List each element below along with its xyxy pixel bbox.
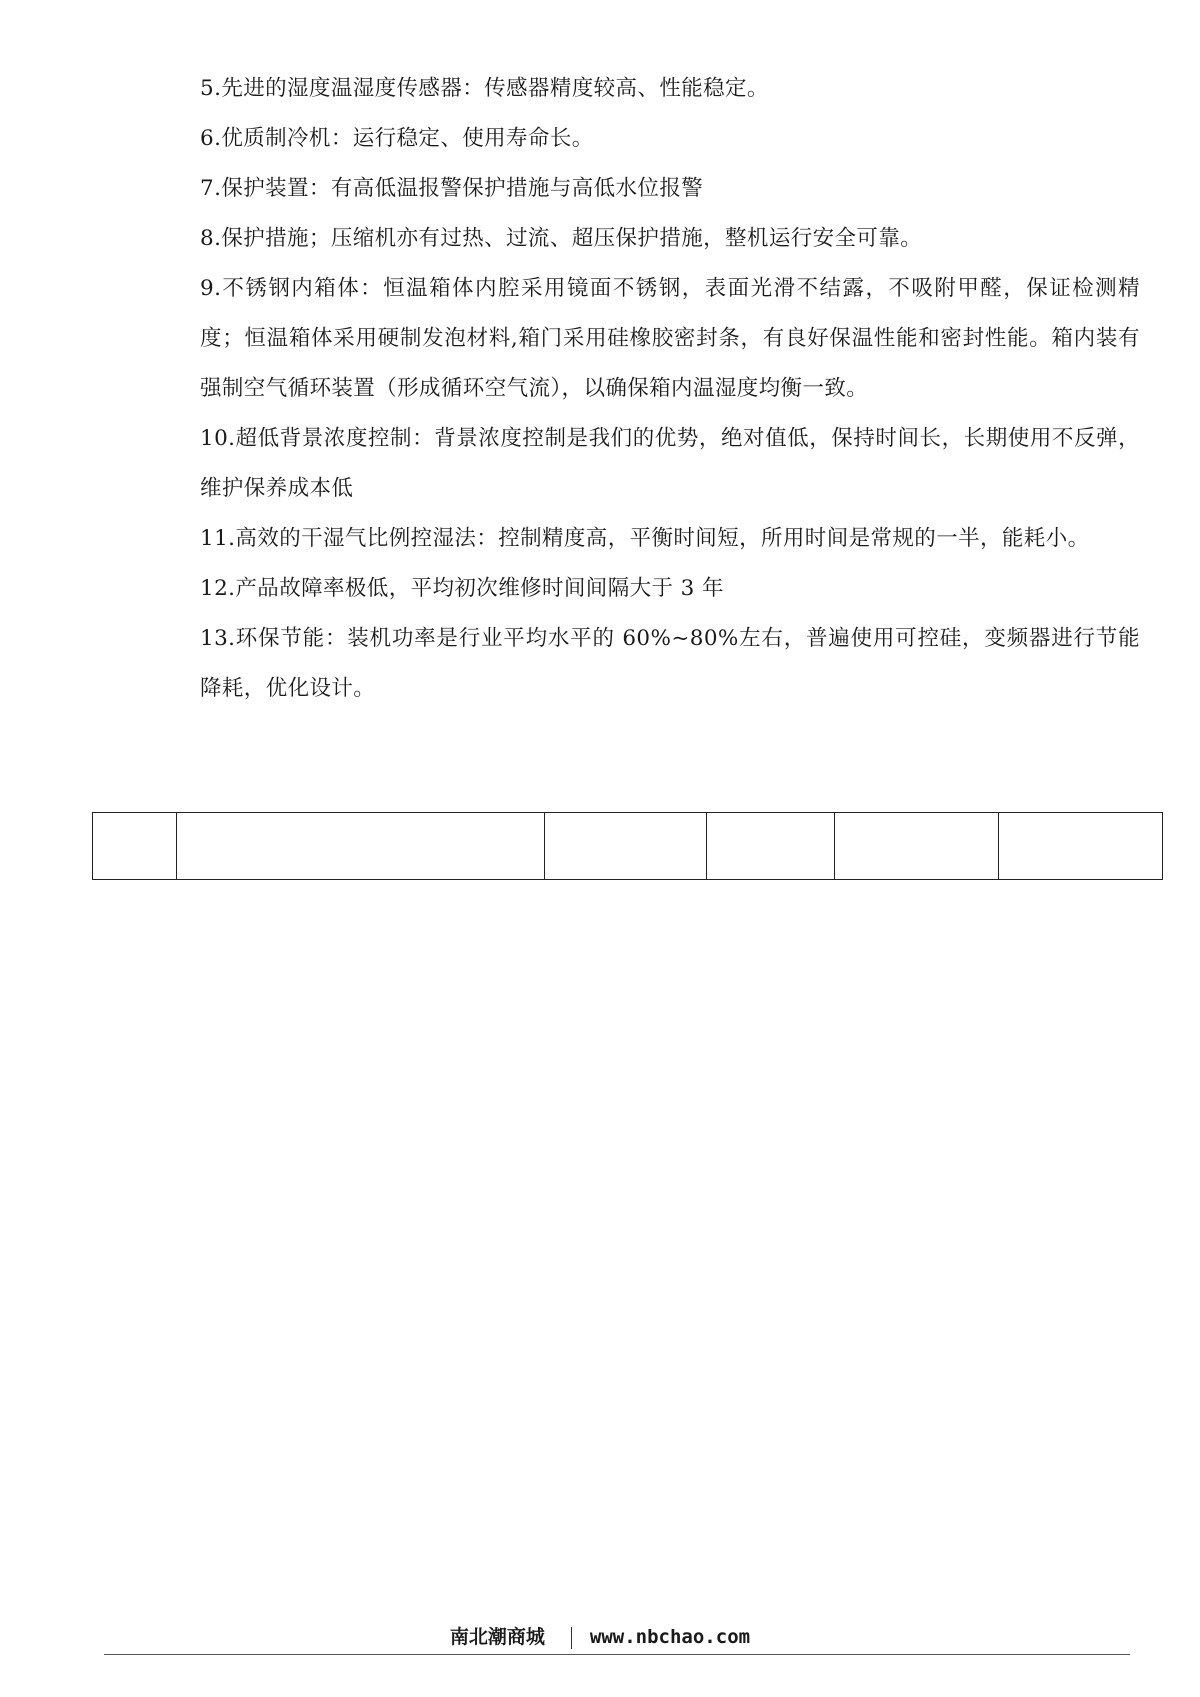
list-item: 11.高效的干湿气比例控湿法：控制精度高，平衡时间短，所用时间是常规的一半，能耗小。: [200, 526, 1090, 551]
list-item: 9.不锈钢内箱体：恒温箱体内腔采用镜面不锈钢，表面光滑不结露，不吸附甲醛，保证检测精度；恒温箱体采用硬制发泡材料,箱门采用硅橡胶密封条，有良好保温性能和密封性能。箱内装有强制空气循环装置（形成循环空气流），以确保箱内温湿度均衡一致。: [200, 276, 1140, 401]
footer-url-link[interactable]: www.nbchao.com: [589, 1626, 751, 1648]
table-cell: [93, 813, 177, 880]
list-item: 10.超低背景浓度控制：背景浓度控制是我们的优势，绝对值低，保持时间长，长期使用不反弹，维护保养成本低: [200, 426, 1140, 501]
list-item: 12.产品故障率极低，平均初次维修时间间隔大于 3 年: [200, 576, 724, 601]
table-cell: [545, 813, 707, 880]
footer-site-name: 南北潮商城: [449, 1626, 545, 1648]
list-item: 6.优质制冷机：运行稳定、使用寿命长。: [200, 126, 594, 151]
table-row: [93, 813, 1163, 880]
list-item: 8.保护措施；压缩机亦有过热、过流、超压保护措施，整机运行安全可靠。: [200, 226, 923, 251]
list-item: 5.先进的湿度温湿度传感器：传感器精度较高、性能稳定。: [200, 76, 769, 101]
table-cell: [999, 813, 1163, 880]
table-cell: [835, 813, 999, 880]
footer-divider: [571, 1627, 572, 1649]
table-cell: [707, 813, 835, 880]
empty-table: [92, 812, 1163, 880]
footer-rule: [104, 1654, 1130, 1655]
document-body: [200, 64, 1140, 714]
table-cell: [177, 813, 545, 880]
list-item: 13.环保节能：装机功率是行业平均水平的 60%~80%左右，普遍使用可控硅，变频器进行节能降耗，优化设计。: [200, 626, 1140, 701]
page-footer: [0, 1622, 1200, 1649]
list-item: 7.保护装置：有高低温报警保护措施与高低水位报警: [200, 176, 704, 201]
